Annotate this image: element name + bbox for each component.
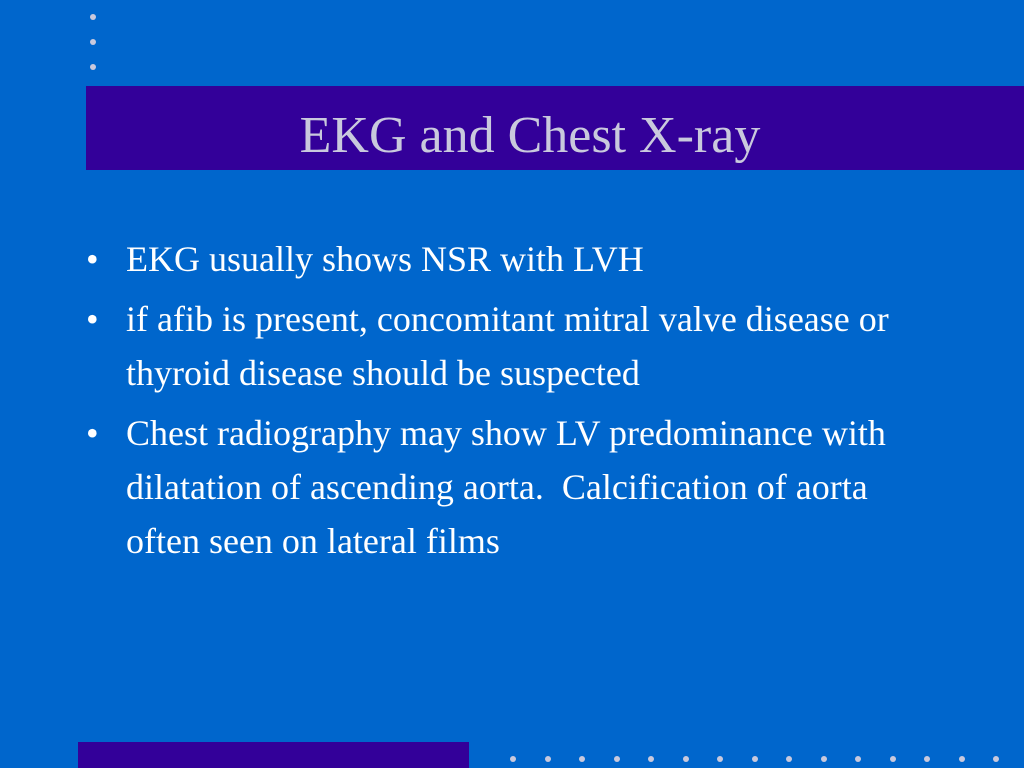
bullet-text: Chest radiography may show LV predominance with dilatation of ascending aorta. Calcification of aorta often seen on lateral films: [126, 413, 895, 561]
bottom-accent-bar: [78, 742, 469, 768]
decorative-dot: [959, 756, 965, 762]
title-bar: [86, 86, 1024, 170]
decorative-dot: [90, 39, 96, 45]
decorative-dot: [90, 14, 96, 20]
decorative-dot: [614, 756, 620, 762]
decorative-dot: [890, 756, 896, 762]
decorative-dot: [752, 756, 758, 762]
slide-title: EKG and Chest X-ray: [299, 107, 761, 164]
decorative-dot: [855, 756, 861, 762]
bullet-text: EKG usually shows NSR with LVH: [126, 239, 644, 279]
decorative-dot: [786, 756, 792, 762]
bullet-list: [0, 232, 1024, 574]
bullet-marker: •: [86, 413, 99, 453]
bullet-item: [0, 232, 1024, 286]
decorative-dot: [993, 756, 999, 762]
decorative-dot: [579, 756, 585, 762]
bullet-marker: •: [86, 299, 99, 339]
bullet-item: [0, 406, 1024, 568]
decorative-dot: [821, 756, 827, 762]
bullet-text: if afib is present, concomitant mitral valve disease or thyroid disease should be suspected: [126, 299, 898, 393]
bullet-marker: •: [86, 239, 99, 279]
decorative-dot: [648, 756, 654, 762]
decorative-dot: [717, 756, 723, 762]
decorative-dot: [90, 64, 96, 70]
bullet-item: [0, 292, 1024, 400]
decorative-dot: [545, 756, 551, 762]
decorative-dot: [683, 756, 689, 762]
decorative-dot: [924, 756, 930, 762]
decorative-dot: [510, 756, 516, 762]
